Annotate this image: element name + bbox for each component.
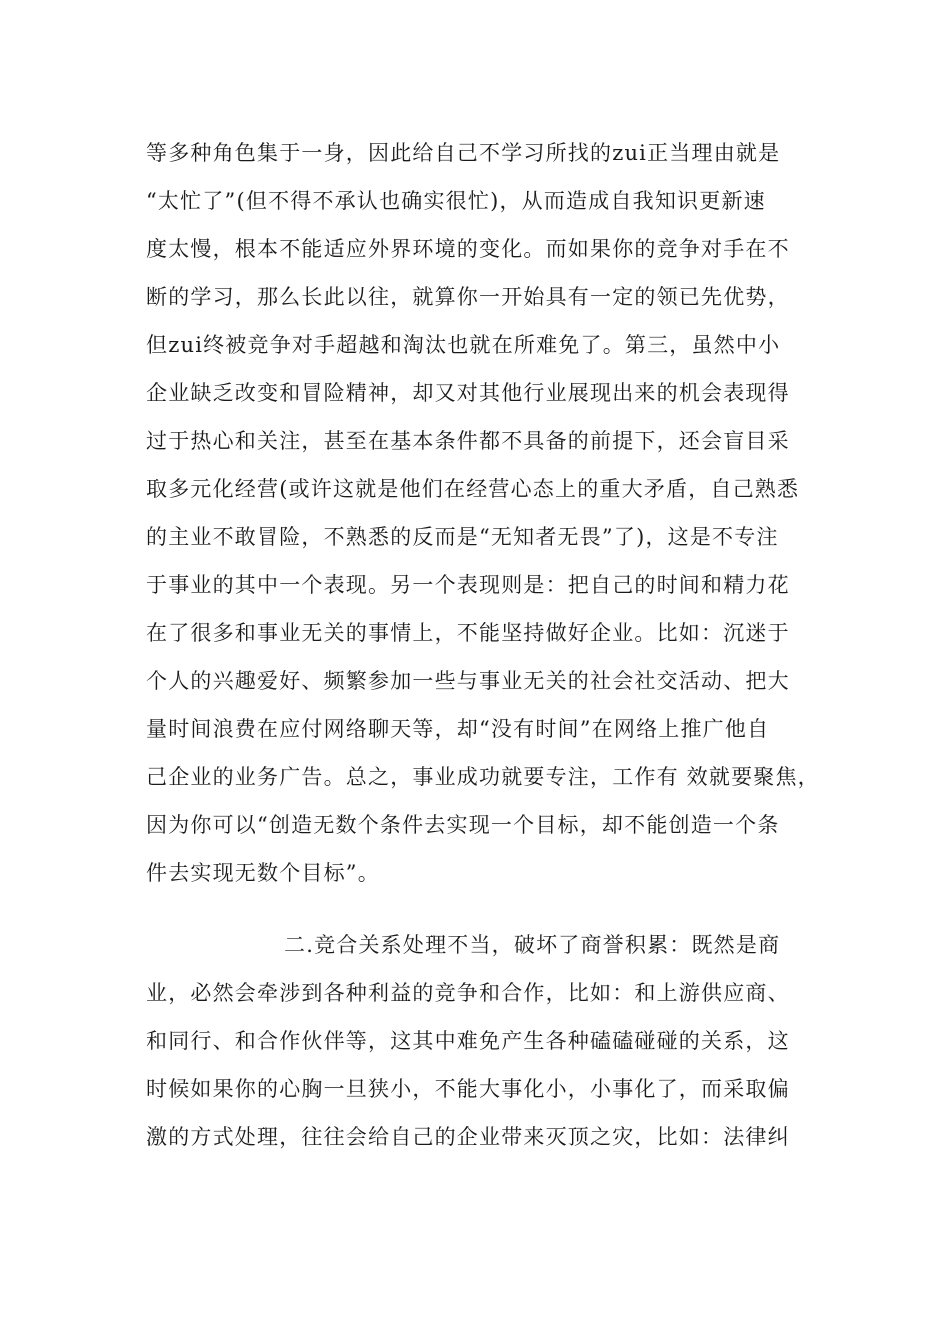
text-line: 但zui终被竞争对手超越和淘汰也就在所难免了。第三，虽然中小 bbox=[146, 333, 781, 357]
text-line: 于事业的其中一个表现。另一个表现则是：把自己的时间和精力花 bbox=[146, 573, 790, 597]
text-line: 件去实现无数个目标”。 bbox=[146, 861, 380, 885]
text-line: 等多种角色集于一身，因此给自己不学习所找的zui正当理由就是 bbox=[146, 141, 781, 165]
text-line: 己企业的业务广告。总之，事业成功就要专注，工作有 效就要聚焦， bbox=[146, 765, 820, 789]
text-line: 量时间浪费在应付网络聊天等，却“没有时间”在网络上推广他自 bbox=[146, 717, 770, 741]
text-line: 业，必然会牵涉到各种利益的竞争和合作，比如：和上游供应商、 bbox=[146, 981, 790, 1005]
section-heading-line: 二.竞合关系处理不当，破坏了商誉积累：既然是商 bbox=[284, 933, 781, 957]
text-line: 激的方式处理，往往会给自己的企业带来灭顶之灾，比如：法律纠 bbox=[146, 1125, 790, 1149]
text-line: 和同行、和合作伙伴等，这其中难免产生各种磕磕碰碰的关系，这 bbox=[146, 1029, 790, 1053]
text-line: 的主业不敢冒险，不熟悉的反而是“无知者无畏”了)，这是不专注 bbox=[146, 525, 779, 549]
text-line: 因为你可以“创造无数个条件去实现一个目标，却不能创造一个条 bbox=[146, 813, 780, 837]
text-line: “太忙了”(但不得不承认也确实很忙)，从而造成自我知识更新速 bbox=[146, 189, 766, 213]
text-line: 度太慢，根本不能适应外界环境的变化。而如果你的竞争对手在不 bbox=[146, 237, 790, 261]
body-text bbox=[146, 131, 826, 1163]
text-line: 时候如果你的心胸一旦狭小，不能大事化小，小事化了，而采取偏 bbox=[146, 1077, 790, 1101]
paragraph-1 bbox=[146, 131, 826, 899]
text-line: 过于热心和关注，甚至在基本条件都不具备的前提下，还会盲目采 bbox=[146, 429, 790, 453]
text-line: 取多元化经营(或许这就是他们在经营心态上的重大矛盾，自己熟悉 bbox=[146, 477, 800, 501]
text-line: 企业缺乏改变和冒险精神，却又对其他行业展现出来的机会表现得 bbox=[146, 381, 790, 405]
paragraph-2 bbox=[146, 923, 826, 1163]
text-line: 断的学习，那么长此以往，就算你一开始具有一定的领已先优势， bbox=[146, 285, 790, 309]
text-line: 个人的兴趣爱好、频繁参加一些与事业无关的社会社交活动、把大 bbox=[146, 669, 790, 693]
paragraph-gap bbox=[146, 899, 826, 923]
text-line: 在了很多和事业无关的事情上，不能坚持做好企业。比如：沉迷于 bbox=[146, 621, 790, 645]
